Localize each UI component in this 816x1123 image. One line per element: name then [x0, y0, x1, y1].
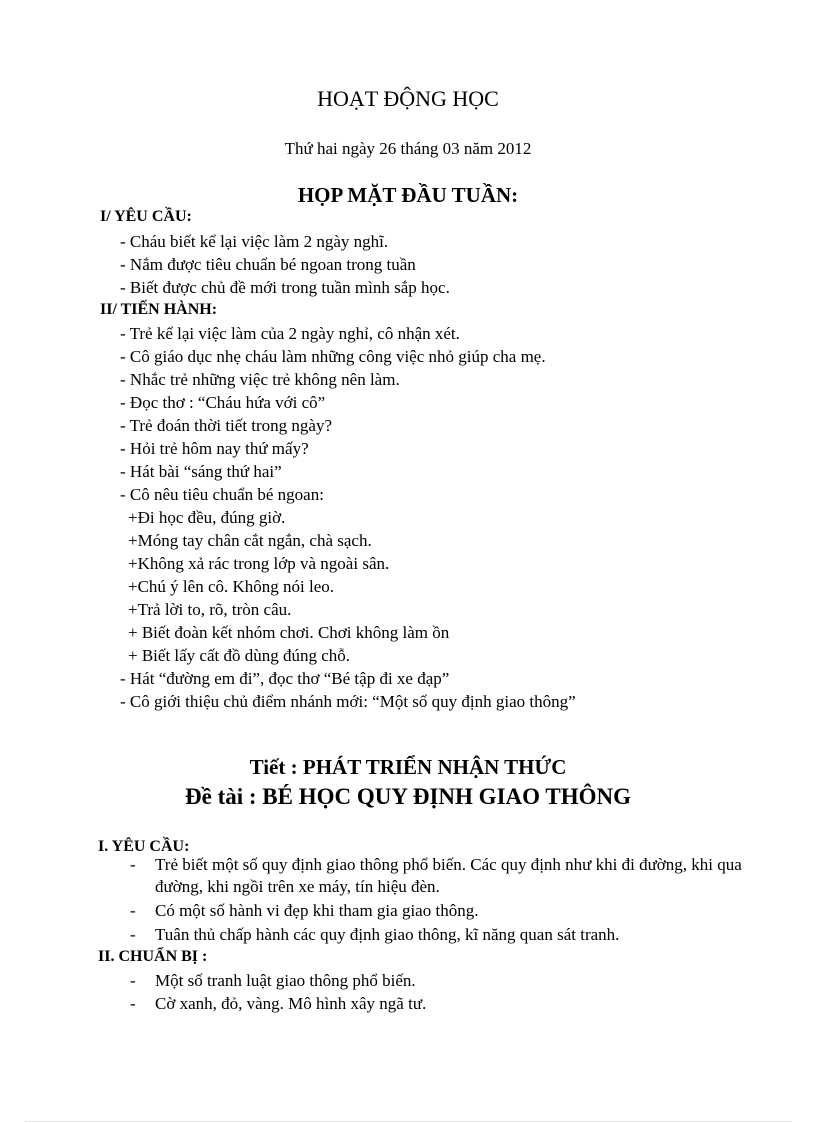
requirements-heading: I/ YÊU CẦU: — [100, 208, 192, 225]
preparation-text: Cờ xanh, đỏ, vàng. Mô hình xây ngã tư. — [155, 994, 427, 1013]
criteria-line: + Biết lấy cất đồ dùng đúng chỗ. — [128, 646, 351, 665]
lesson-requirement-text: Tuân thủ chấp hành các quy định giao thông, kĩ năng quan sát tranh. — [155, 925, 620, 944]
procedure-heading: II/ TIẾN HÀNH: — [100, 301, 218, 318]
lesson-requirement-item — [130, 854, 770, 898]
lesson-requirements-heading: I. YÊU CẦU: — [98, 838, 190, 855]
procedure-line: - Đọc thơ : “Cháu hứa với cô” — [120, 393, 326, 412]
lesson-topic: Đề tài : BÉ HỌC QUY ĐỊNH GIAO THÔNG — [185, 784, 631, 809]
dash-bullet: - — [130, 925, 136, 944]
preparation-item — [130, 970, 770, 992]
requirement-line: - Cháu biết kể lại việc làm 2 ngày nghĩ. — [120, 232, 389, 251]
dash-bullet: - — [130, 855, 136, 874]
lesson-period: Tiết : PHÁT TRIỂN NHẬN THỨC — [249, 755, 567, 779]
procedure-line: - Cô giới thiệu chủ điểm nhánh mới: “Một số quy định giao thông” — [120, 692, 576, 711]
lesson-requirement-text: Trẻ biết một số quy định giao thông phổ biến. Các quy định như khi đi đường, khi qua đường, khi ngồi trên xe máy, tín hiệu đèn. — [155, 855, 742, 896]
meeting-title: HỌP MẶT ĐẦU TUẦN: — [297, 183, 519, 207]
dash-bullet: - — [130, 971, 136, 990]
criteria-line: +Chú ý lên cô. Không nói leo. — [128, 577, 335, 596]
document-title: HOẠT ĐỘNG HỌC — [317, 86, 499, 111]
criteria-line: +Không xả rác trong lớp và ngoài sân. — [128, 554, 390, 573]
preparation-heading: II. CHUẨN BỊ : — [98, 948, 208, 965]
preparation-text: Một số tranh luật giao thông phổ biến. — [155, 971, 416, 990]
procedure-line: - Trẻ kể lại việc làm của 2 ngày nghỉ, cô nhận xét. — [120, 324, 460, 343]
dash-bullet: - — [130, 994, 136, 1013]
lesson-requirement-item — [130, 900, 770, 922]
criteria-line: + Biết đoàn kết nhóm chơi. Chơi không làm ồn — [128, 623, 450, 642]
document-date: Thứ hai ngày 26 tháng 03 năm 2012 — [284, 139, 532, 158]
procedure-line: - Cô giáo dục nhẹ cháu làm những công việc nhỏ giúp cha mẹ. — [120, 347, 546, 366]
requirement-line: - Biết được chủ đề mới trong tuần mình sắp học. — [120, 278, 450, 297]
criteria-line: +Đi học đều, đúng giờ. — [128, 508, 286, 527]
procedure-line: - Trẻ đoán thời tiết trong ngày? — [120, 416, 333, 435]
criteria-line: +Trả lời to, rõ, tròn câu. — [128, 600, 292, 619]
requirement-line: - Nắm được tiêu chuẩn bé ngoan trong tuần — [120, 255, 416, 274]
criteria-line: +Móng tay chân cắt ngắn, chà sạch. — [128, 531, 372, 550]
lesson-requirement-text: Có một số hành vi đẹp khi tham gia giao thông. — [155, 901, 479, 920]
procedure-line: - Nhắc trẻ những việc trẻ không nên làm. — [120, 370, 400, 389]
procedure-line: - Cô nêu tiêu chuẩn bé ngoan: — [120, 485, 324, 504]
dash-bullet: - — [130, 901, 136, 920]
preparation-item — [130, 993, 770, 1015]
footer-divider — [25, 1121, 791, 1122]
procedure-line: - Hát bài “sáng thứ hai” — [120, 462, 282, 481]
procedure-line: - Hát “đường em đi”, đọc thơ “Bé tập đi xe đạp” — [120, 669, 450, 688]
lesson-requirement-item — [130, 924, 770, 946]
procedure-line: - Hỏi trẻ hôm nay thứ mấy? — [120, 439, 309, 458]
